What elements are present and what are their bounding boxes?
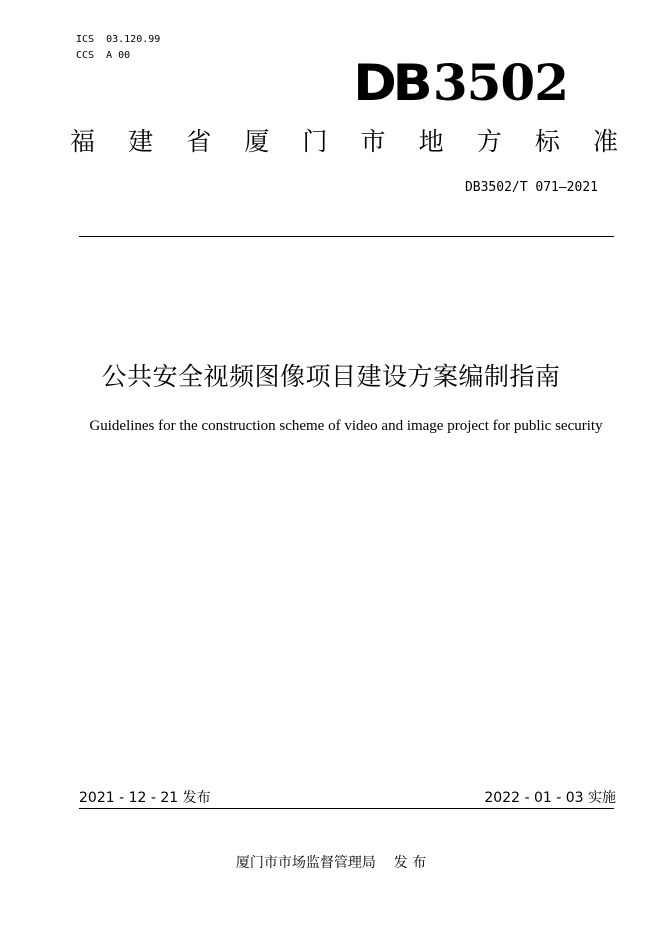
title-english: Guidelines for the construction scheme of video and image project for public security bbox=[89, 418, 603, 434]
db-logo-letters: DB bbox=[353, 54, 429, 112]
standard-type-char: 建 bbox=[128, 127, 154, 156]
bottom-divider bbox=[79, 808, 614, 809]
standard-number: DB3502/T 071—2021 bbox=[464, 180, 598, 195]
ics-code: ICS 03.120.99 bbox=[76, 34, 161, 45]
standard-type-char: 门 bbox=[302, 127, 328, 156]
standard-type-char: 厦 bbox=[244, 127, 270, 156]
db-logo-code: 3502 bbox=[432, 53, 568, 112]
standard-type-char: 地 bbox=[418, 127, 444, 156]
standard-type-char: 标 bbox=[534, 127, 560, 156]
issue-date: 2021 - 12 - 21 发布 bbox=[79, 790, 211, 806]
standard-type bbox=[70, 126, 618, 158]
standard-type-char: 方 bbox=[476, 127, 502, 156]
standard-type-char: 省 bbox=[186, 127, 212, 156]
ccs-code: CCS A 00 bbox=[76, 50, 131, 61]
title-chinese: 公共安全视频图像项目建设方案编制指南 bbox=[101, 362, 561, 391]
implementation-date: 2022 - 01 - 03 实施 bbox=[484, 790, 616, 806]
db-logo bbox=[355, 55, 568, 111]
standard-type-char: 市 bbox=[360, 127, 386, 156]
standard-type-char: 福 bbox=[70, 127, 96, 156]
top-divider bbox=[79, 236, 614, 237]
publisher: 厦门市市场监督管理局 发 布 bbox=[235, 855, 427, 871]
standard-type-char: 准 bbox=[592, 127, 618, 156]
